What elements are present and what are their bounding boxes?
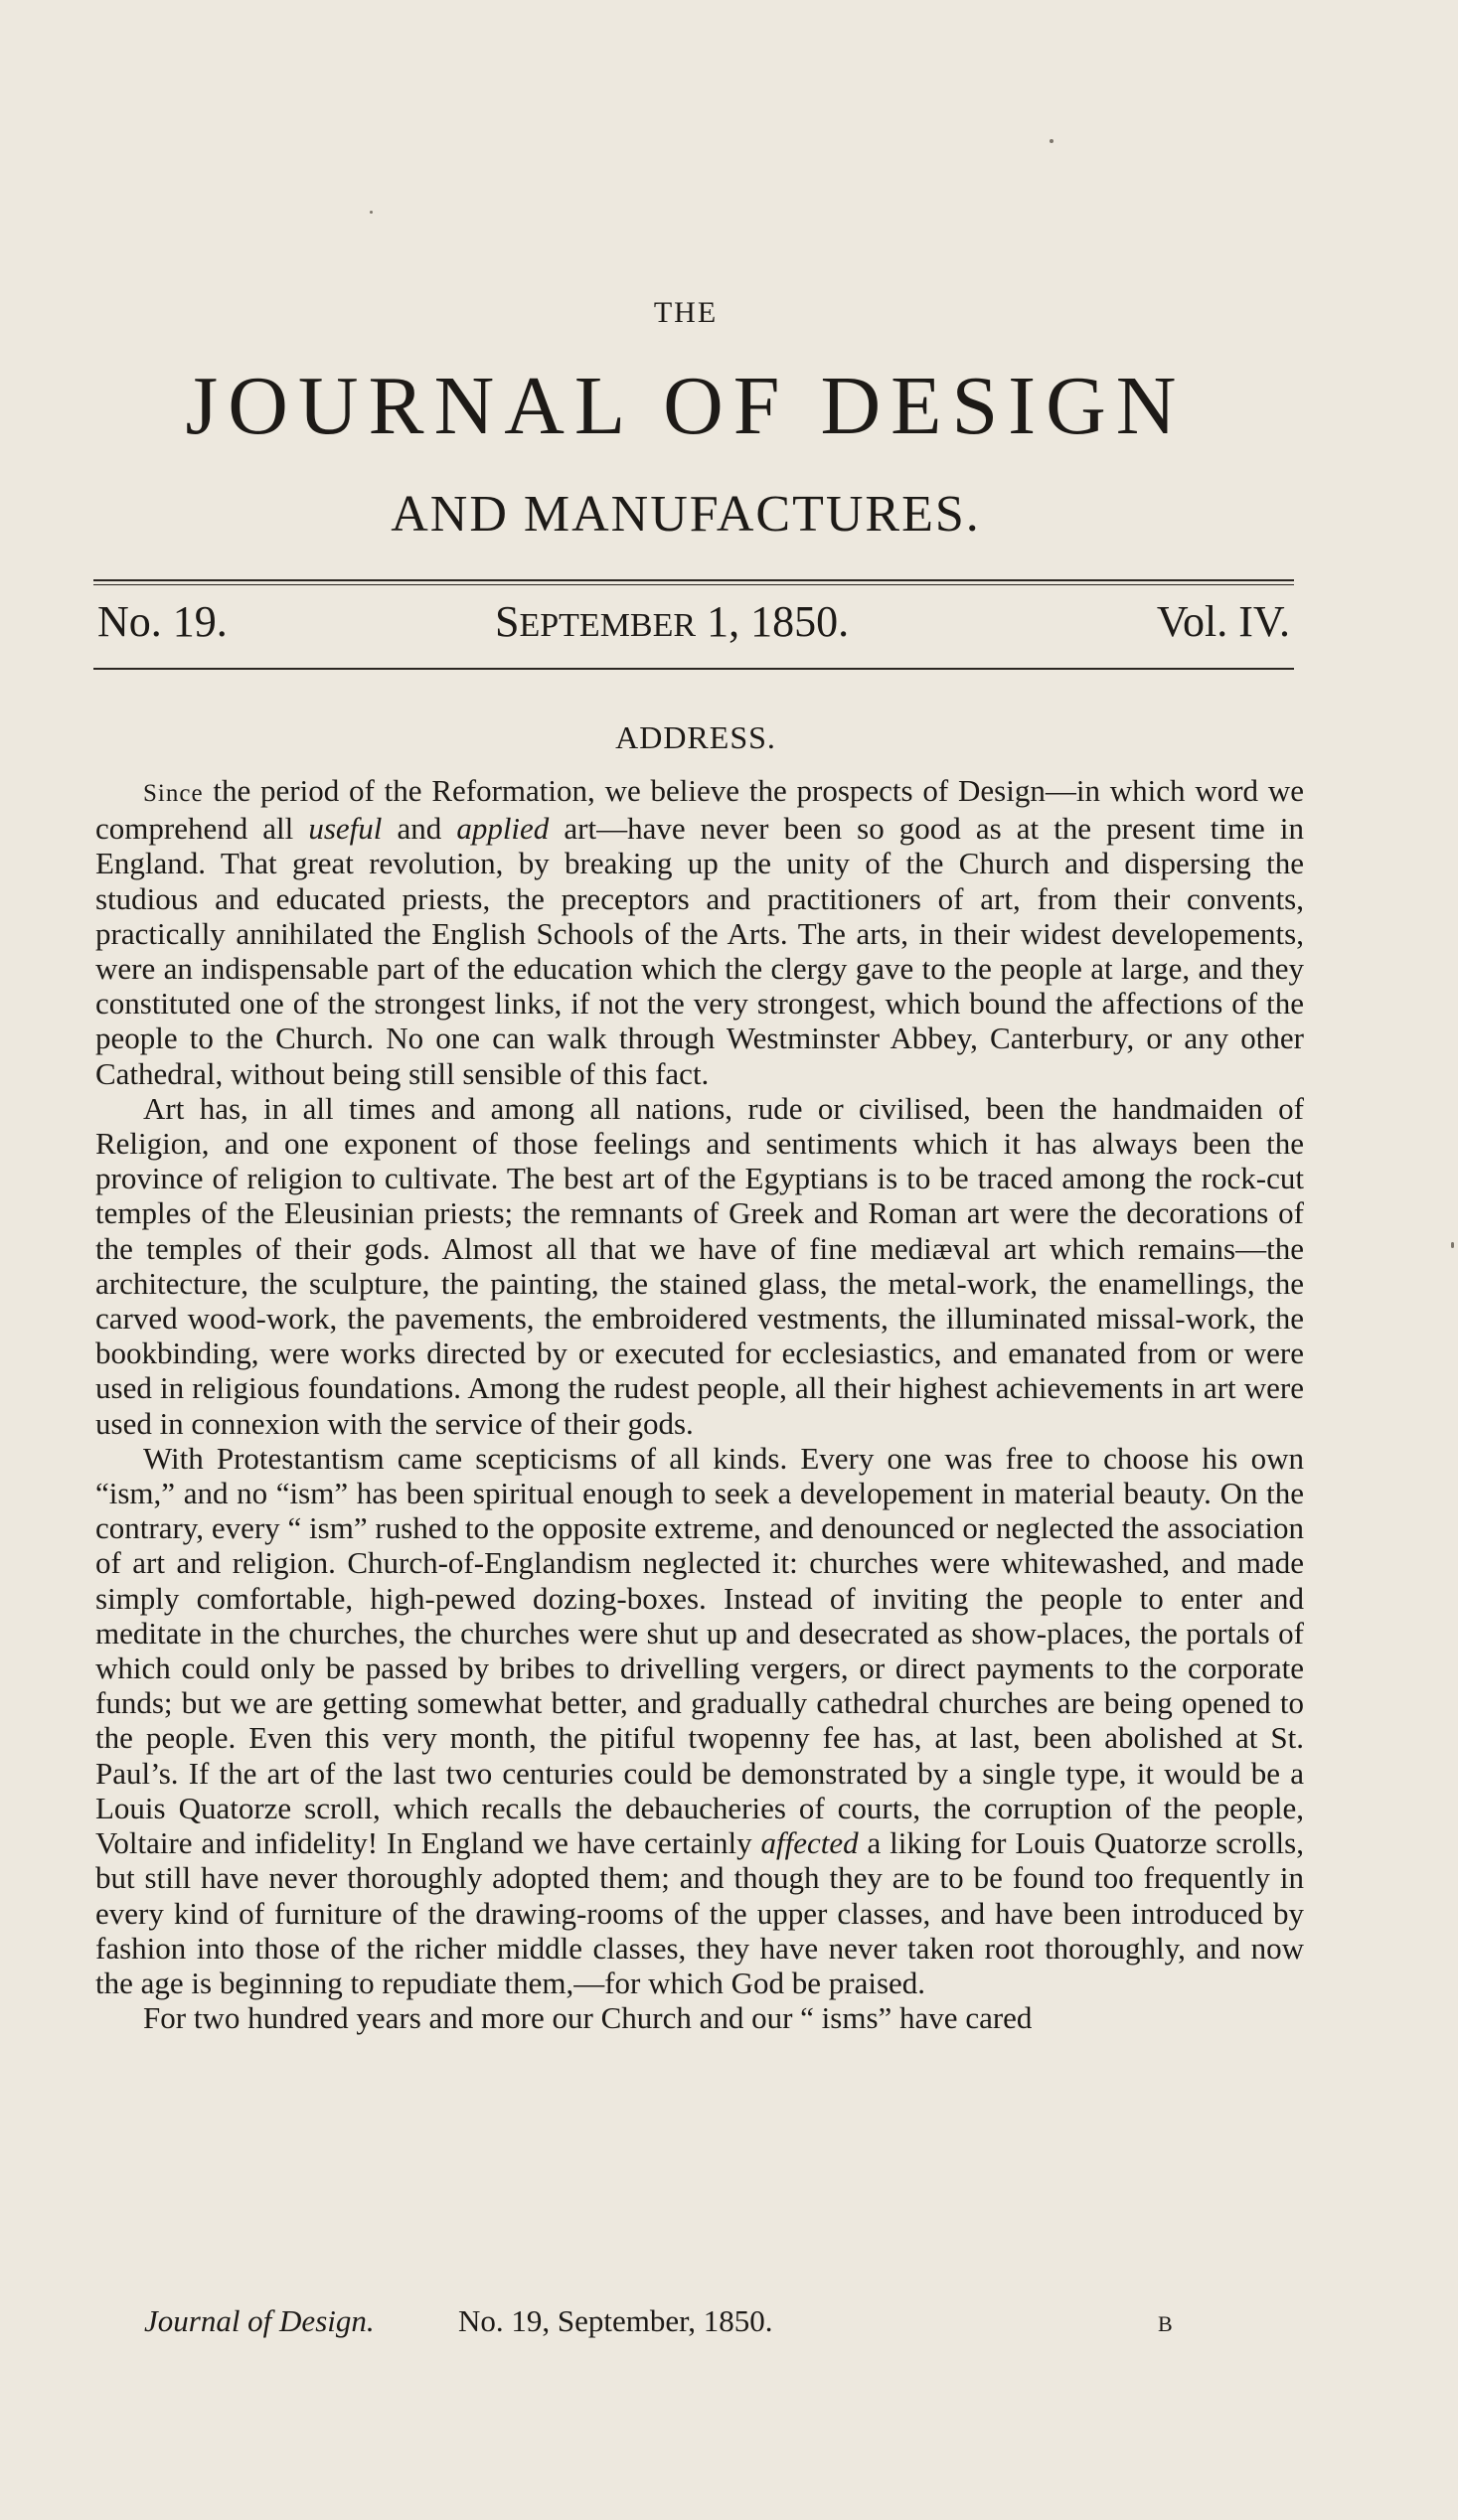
paragraph-3-text-b: a liking for Louis Quatorze scrolls, but still have never thoroughly adopted them; and though they are to be found too frequently in every kind of furniture of the drawing-rooms of the upper classes, and have been introduced by fashion into those of the richer middle classes, they have never taken root thoroughly, and now the age is beginning to repudiate them,—for which God be praised. [95, 1825, 1304, 2000]
paragraph-lead-word: Since [143, 780, 204, 807]
paragraph-3-text-a: With Protestantism came scepticisms of all kinds. Every one was free to choose his own “ism,” and no “ism” has been spiritual enough to seek a developement in material beauty. On the contrary, every “ ism” rushed to the opposite extreme, and denounced or neglected the association of art and religion. Church-of-Englandism neglected it: churches were whitewashed, and made simply comfortable, high-pewed dozing-boxes. Instead of inviting the people to enter and meditate in the churches, the churches were shut up and desecrated as show-places, the portals of which could only be passed by bribes to drivelling vergers, or direct payments to the corporate funds; but we are getting somewhat better, and gradually cathedral churches are being opened to the people. Even this very month, the pitiful twopenny fee has, at last, been abolished at St. Paul’s. If the art of the last two centuries could be demonstrated by a single type, it would be a Louis Quatorze scroll, which recalls the debaucheries of courts, the corruption of the people, Voltaire and infidelity! In England we have certainly [95, 1440, 1304, 1861]
paragraph-4: For two hundred years and more our Church and our “ isms” have cared [143, 2000, 1033, 2036]
article-body [95, 773, 1304, 2035]
issue-volume: Vol. IV. [1156, 597, 1290, 646]
masthead-subtitle: AND MANUFACTURES. [391, 486, 981, 543]
masthead-rule-bottom [93, 668, 1294, 670]
paper-speck [1451, 1242, 1454, 1248]
issue-date [495, 596, 849, 647]
signature-mark: B [1158, 2311, 1174, 2336]
issue-number: No. 19. [97, 597, 228, 646]
issue-date-month: EPTEMBER [519, 607, 697, 644]
section-heading: ADDRESS. [615, 719, 776, 755]
emphasis-affected: affected [760, 1825, 859, 1861]
issue-line [97, 596, 1290, 646]
footer-issue: No. 19, September, 1850. [458, 2303, 773, 2338]
paragraph-1-text-c: art—have never been so good as at the present time in England. That great revolution, by breaking up the unity of the Church and dispersing the studious and educated priests, the preceptors and practitioners of art, from their convents, practically annihilated the English Schools of the Arts. The arts, in their widest developements, were an indispensable part of the education which the clergy gave to the people at large, and they constituted one of the strongest links, if not the very strongest, which bound the affections of the people to the Church. No one can walk through Westminster Abbey, Canterbury, or any other Cathedral, without being still sensible of this fact. [95, 811, 1305, 1091]
issue-date-initial: S [495, 597, 520, 646]
masthead-rule-top-thin [93, 584, 1294, 585]
masthead-title: JOURNAL OF DESIGN [185, 360, 1187, 452]
paragraph-1-text-b: and [382, 811, 457, 847]
emphasis-applied: applied [456, 811, 550, 847]
paragraph-1 [95, 773, 1304, 1091]
masthead-article: THE [653, 296, 719, 329]
paragraph-2: Art has, in all times and among all nations, rude or civilised, been the handmaiden of Religion, and one exponent of those feelings and sentiments which it has always been the province of religion to cultivate. The best art of the Egyptians is to be traced among the rock-cut temples of the Eleusinian priests; the remnants of Greek and Roman art were the decorations of the temples of their gods. Almost all that we have of fine mediæval art which remains—the architecture, the sculpture, the painting, the stained glass, the metal-work, the enamellings, the carved wood-work, the pavements, the embroidered vestments, the illuminated missal-work, the bookbinding, were works directed by or executed for ecclesiastics, and emanated from or were used in religious foundations. Among the rudest people, all their highest achievements in art were used in connexion with the service of their gods. [95, 1090, 1304, 1441]
page-footer [144, 2303, 1178, 2343]
paper-speck [370, 211, 373, 214]
issue-date-rest: 1, 1850. [696, 597, 850, 646]
paragraph-1-text-a: the period of the Reformation, we believe the prospects of Design—in which word we comprehend all [95, 773, 1304, 847]
paper-speck [1050, 139, 1053, 143]
masthead-rule-top [93, 579, 1294, 581]
emphasis-useful: useful [308, 811, 383, 847]
paragraph-3 [95, 1441, 1304, 2000]
footer-journal-title: Journal of Design. [144, 2303, 375, 2338]
